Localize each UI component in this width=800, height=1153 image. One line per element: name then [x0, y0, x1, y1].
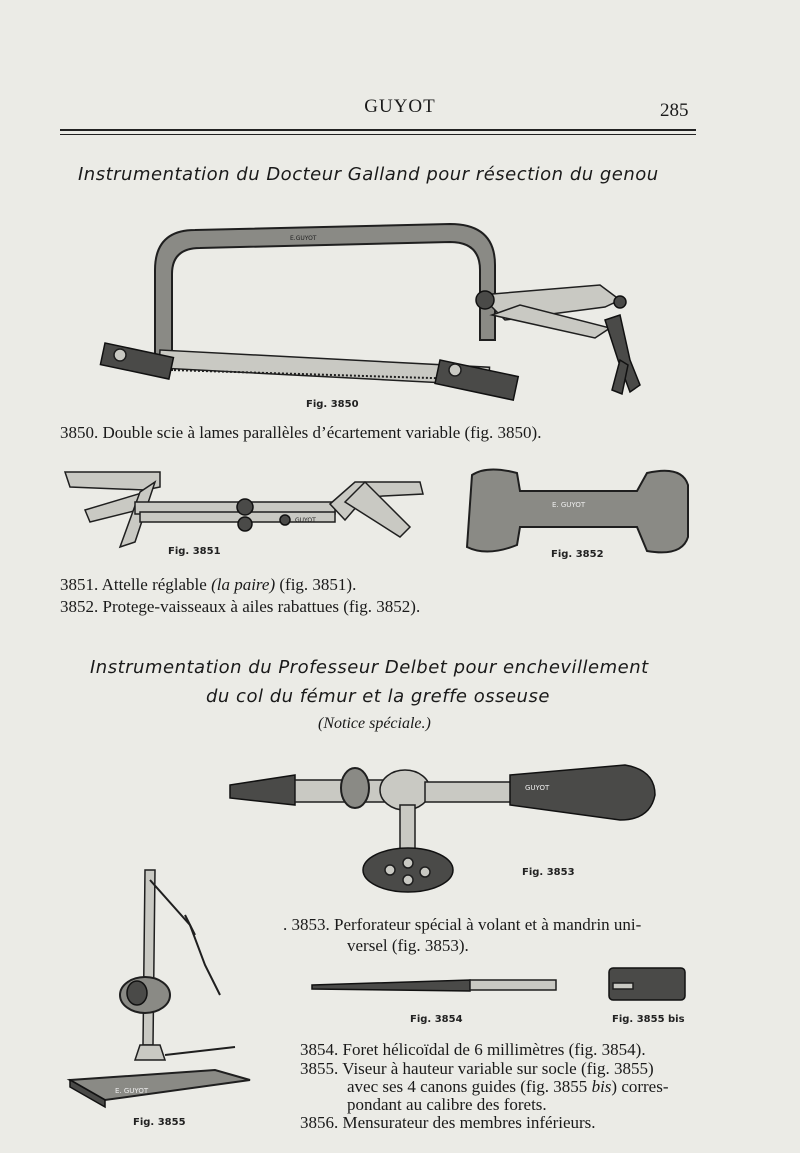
- entry-3856-number: 3856.: [300, 1113, 339, 1132]
- entry-3856: [300, 1113, 596, 1133]
- figure-3855-viewer-stand-illustration: [65, 865, 255, 1110]
- section-title-delbet-line2: du col du fémur et la greffe osseuse: [206, 686, 550, 707]
- figure-3855bis-cannula-illustration: [607, 965, 687, 1005]
- fig3852-engraving: E. GUYOT: [552, 501, 586, 509]
- figure-3850-saw-illustration: [100, 210, 660, 410]
- entry-3853-number: . 3853.: [283, 915, 330, 934]
- header-rule: [60, 129, 696, 131]
- entry-3851: [60, 575, 356, 595]
- fig3851-engraving: GUYOT: [295, 517, 316, 524]
- entry-3851-text-after: (fig. 3851).: [275, 575, 357, 594]
- figure-3854-drill-bit-illustration: [310, 975, 560, 997]
- entry-3850-number: 3850.: [60, 423, 99, 442]
- entry-3855-line3: pondant au calibre des forets.: [347, 1095, 547, 1114]
- fig-3850-caption: Fig. 3850: [306, 399, 359, 410]
- entry-3852-number: 3852.: [60, 597, 99, 616]
- header-rule-thin: [60, 134, 696, 135]
- entry-3852: [60, 597, 420, 617]
- fig-3854-caption: Fig. 3854: [410, 1014, 463, 1025]
- entry-3853-line2: versel (fig. 3853).: [347, 936, 469, 955]
- figure-3852-vessel-protector-illustration: [462, 465, 692, 560]
- entry-3854: [300, 1040, 646, 1060]
- figure-3851-splint-illustration: [65, 462, 435, 557]
- page-number: 285: [660, 100, 689, 121]
- figure-3853-perforator-illustration: [225, 760, 660, 905]
- entry-3851-number: 3851.: [60, 575, 99, 594]
- entry-3852-text: Protege-vaisseaux à ailes rabattues (fig. 3852).: [102, 597, 421, 616]
- entry-3855-line2-italic: bis: [591, 1077, 612, 1096]
- fig-3851-caption: Fig. 3851: [168, 546, 221, 557]
- entry-3855-line2: [347, 1077, 669, 1097]
- entry-3854-text: Foret hélicoïdal de 6 millimètres (fig. 3854).: [342, 1040, 646, 1059]
- entry-3855-number: 3855.: [300, 1059, 339, 1078]
- fig-3853-caption: Fig. 3853: [522, 867, 575, 878]
- fig-3852-caption: Fig. 3852: [551, 549, 604, 560]
- fig-3855bis-caption: Fig. 3855 bis: [612, 1014, 685, 1025]
- entry-3850-text: Double scie à lames parallèles d’écartement variable (fig. 3850).: [102, 423, 542, 442]
- entry-3855-line2-before: avec ses 4 canons guides (fig. 3855: [347, 1077, 592, 1096]
- fig3855-engraving: E. GUYOT: [115, 1087, 149, 1095]
- entry-3850: [60, 423, 541, 443]
- entry-3853-line1: Perforateur spécial à volant et à mandrin uni-: [334, 915, 642, 934]
- fig-3855-caption: Fig. 3855: [133, 1117, 186, 1128]
- section-title-delbet-line1: Instrumentation du Professeur Delbet pour enchevillement: [90, 657, 649, 678]
- entry-3856-text: Mensurateur des membres inférieurs.: [342, 1113, 596, 1132]
- entry-3851-italic: (la paire): [211, 575, 276, 594]
- entry-3853: [283, 915, 641, 935]
- entry-3855: [300, 1059, 654, 1079]
- entry-3851-text-before: Attelle réglable: [101, 575, 212, 594]
- entry-3854-number: 3854.: [300, 1040, 339, 1059]
- running-head: GUYOT: [364, 96, 436, 117]
- section-title-galland: Instrumentation du Docteur Galland pour résection du genou: [78, 164, 659, 185]
- notice-speciale: (Notice spéciale.): [318, 715, 431, 732]
- fig3850-engraving: E.GUYOT: [290, 235, 317, 242]
- entry-3855-line2-after: ) corres-: [611, 1077, 669, 1096]
- entry-3855-line1: Viseur à hauteur variable sur socle (fig. 3855): [342, 1059, 654, 1078]
- fig3853-engraving: GUYOT: [525, 784, 550, 792]
